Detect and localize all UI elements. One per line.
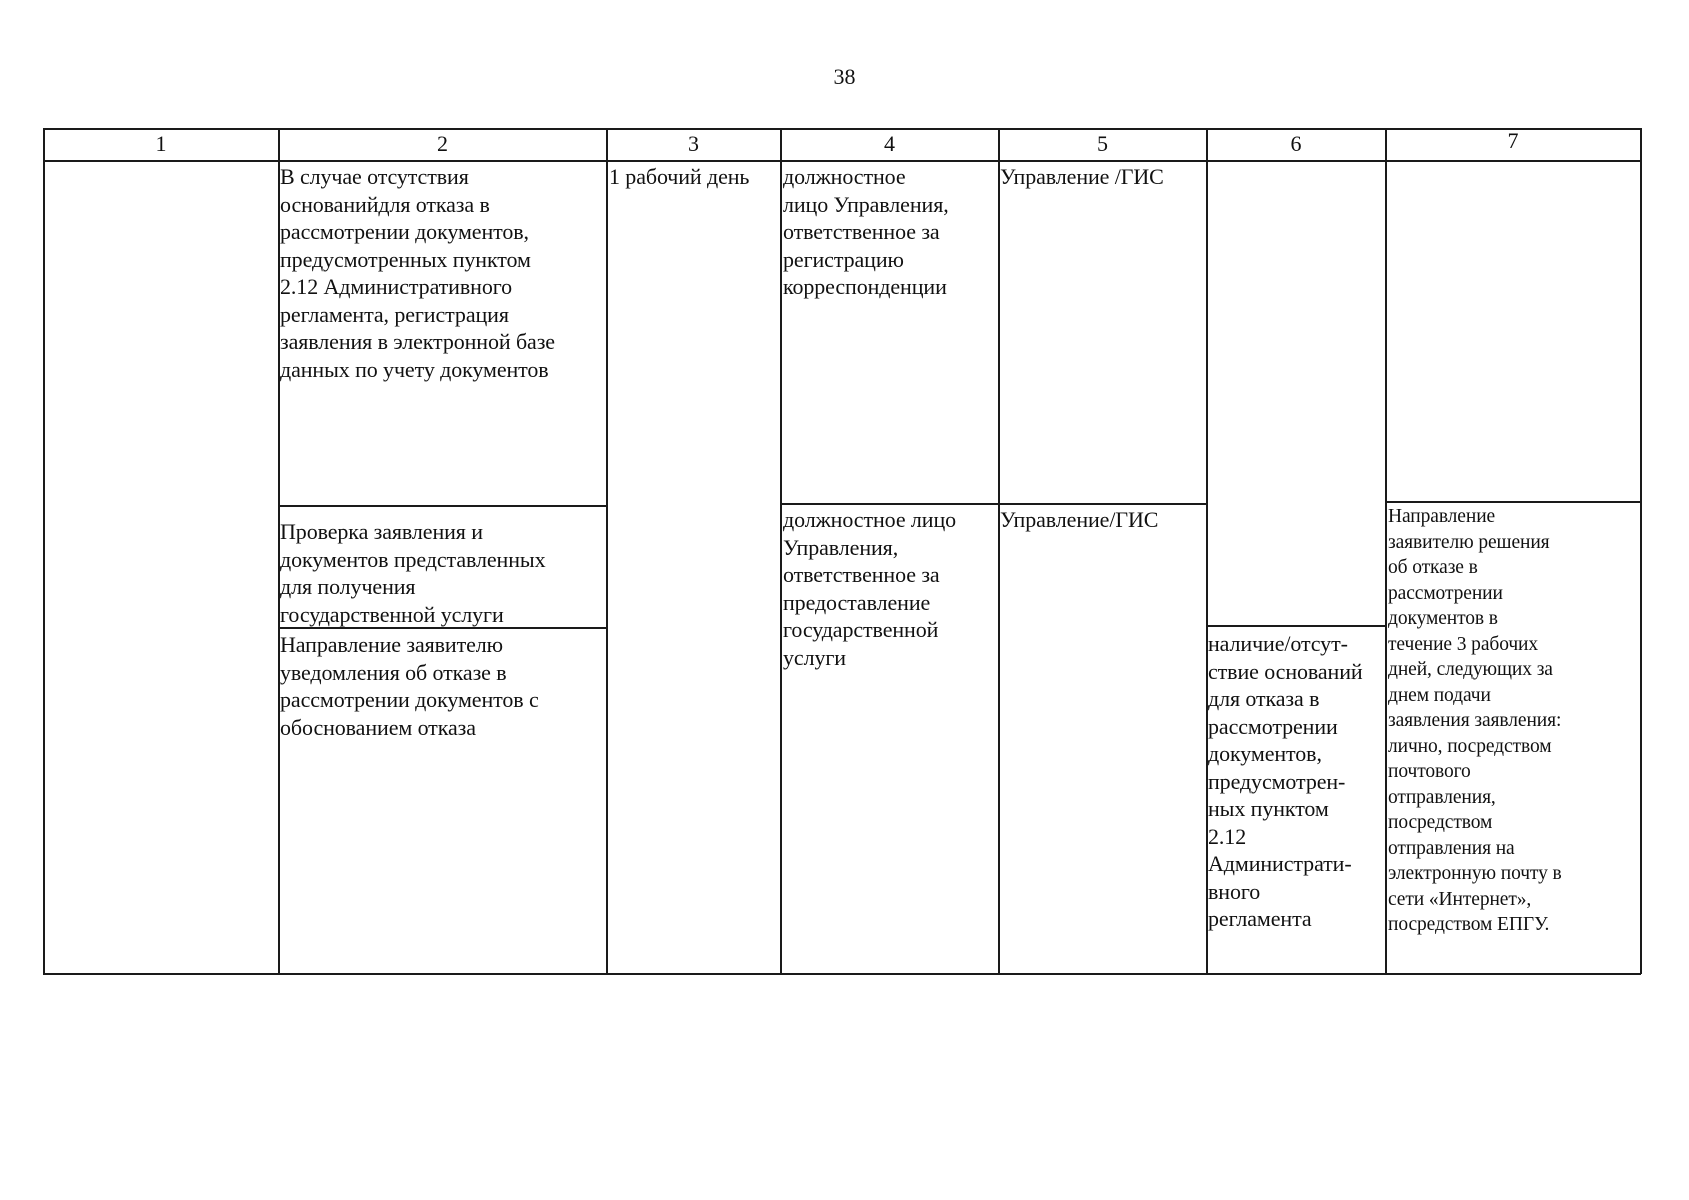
check-responsible-text: должностное лицо Управления, ответственное за предоставление государственной услуги [783, 507, 957, 670]
duration-text: 1 рабочий день [609, 164, 750, 189]
refusal-notice-step-text: Направление заявителю уведомления об отказе в рассмотрении документов с обоснованием отказа [280, 632, 539, 740]
col5-row-divider [998, 503, 1206, 505]
col2-row-divider [278, 505, 606, 507]
col-divider-2-3 [606, 128, 608, 974]
check-place-text: Управление/ГИС [1000, 507, 1159, 532]
column-header-1: 1 [155, 131, 167, 156]
table-right-border [1640, 128, 1642, 974]
col-divider-6-7 [1385, 128, 1387, 974]
refusal-criteria-text: наличие/отсут- ствие оснований для отказа в рассмотрении документов, предусмотрен- ных пунктом 2.12 Администрати- вного регламента [1208, 631, 1363, 931]
table-bottom-border [43, 973, 1641, 975]
check-step-text: Проверка заявления и документов представленных для получения государственной услуги [280, 519, 546, 627]
refusal-result-text: Направление заявителю решения об отказе в рассмотрении документов в течение 3 рабочих дней, следующих за днем подачи заявления заявления: лично, посредством почтового отправления, посредством отправления на электронную почту в сети «Интернет», посредством ЕПГУ. [1388, 506, 1562, 935]
registration-step-text: В случае отсутствия основанийдля отказа в рассмотрении документов, предусмотренных пунктом 2.12 Административного регламента, регистрация заявления в электронной базе данных по учету документов [280, 164, 555, 382]
column-header-6: 6 [1290, 131, 1302, 156]
col-divider-4-5 [998, 128, 1000, 974]
col4-row-divider [780, 503, 998, 505]
column-header-4: 4 [884, 131, 895, 156]
page-number: 38 [833, 64, 856, 89]
column-header-3: 3 [688, 131, 699, 156]
header-bottom-border [43, 160, 1641, 162]
registration-place-text: Управление /ГИС [1000, 164, 1164, 189]
col6-subrow-divider [1206, 625, 1385, 627]
column-header-5: 5 [1097, 131, 1108, 156]
column-header-7: 7 [1507, 128, 1519, 153]
col7-row-divider [1385, 501, 1641, 503]
registration-responsible-text: должностное лицо Управления, ответственное за регистрацию корреспонденции [783, 164, 949, 299]
col-divider-3-4 [780, 128, 782, 974]
column-header-2: 2 [437, 131, 448, 156]
table-left-border [43, 128, 45, 974]
